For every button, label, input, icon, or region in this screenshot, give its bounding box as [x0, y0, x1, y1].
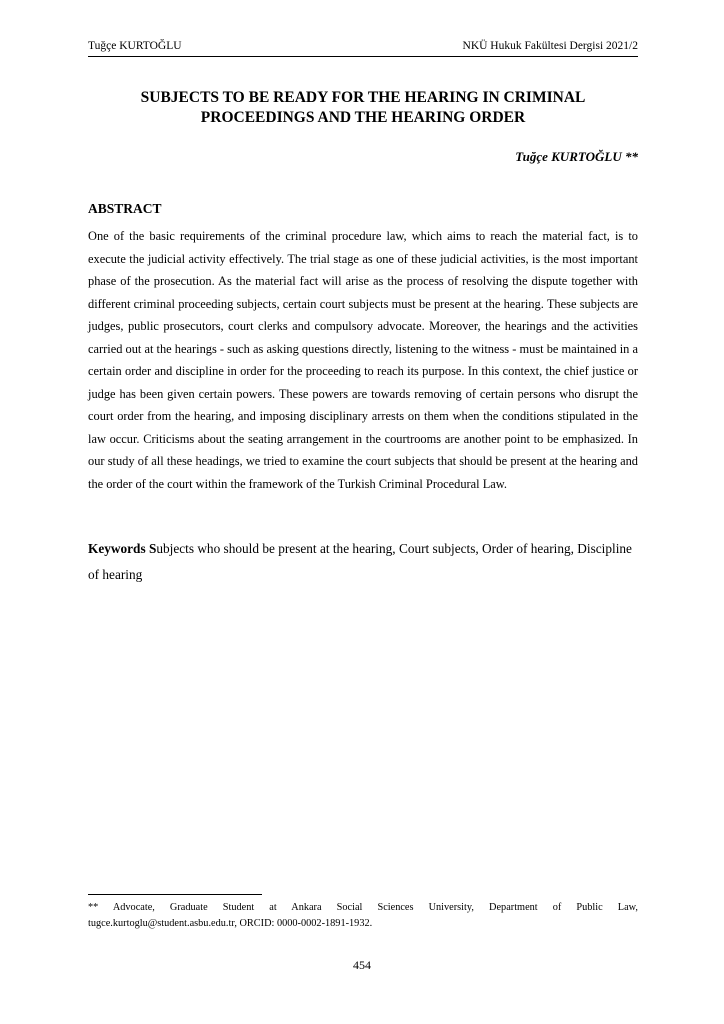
page-number: 454: [353, 958, 371, 972]
keywords-label: Keywords S: [88, 541, 157, 556]
keywords-text: ubjects who should be present at the hearing, Court subjects, Order of hearing, Discipline of hearing: [88, 541, 632, 582]
header-author: Tuğçe KURTOĞLU: [88, 40, 182, 52]
footnote-divider: [88, 894, 262, 895]
abstract-heading: ABSTRACT: [88, 201, 162, 216]
abstract-text: One of the basic requirements of the criminal procedure law, which aims to reach the material fact, is to execute the judicial activity effectively. The trial stage as one of these judicial activities, is the most important phase of the prosecution. As the material fact will arise as the process of resolving the dispute together with different criminal proceeding subjects, certain court subjects must be present at the hearing. These subjects are judges, public prosecutors, court clerks and compulsory advocate. Moreover, the hearings and the activities carried out at the hearings - such as asking questions directly, listening to the witness - must be maintained in a certain order and discipline in order for the proceeding to reach its purpose. In this context, the chief justice or judge has been given certain powers. These powers are towards removing of certain persons who disrupt the court order from the hearing, and imposing disciplinary arrests on them when the conditions stipulated in the law occur. Criticisms about the seating arrangement in the courtrooms are another point to be emphasized. In our study of all these headings, we tried to examine the court subjects that should be present at the hearing and the order of the court within the framework of the Turkish Criminal Procedural Law.: [88, 229, 638, 491]
running-header: [88, 38, 638, 57]
footnote: ** Advocate, Graduate Student at Ankara Social Sciences University, Department of Public Law, tugce.kurtoglu@student.asbu.edu.tr, ORCID: 0000-0002-1891-1932.: [88, 902, 638, 929]
article-author: Tuğçe KURTOĞLU **: [515, 149, 638, 164]
article-title: SUBJECTS TO BE READY FOR THE HEARING IN CRIMINAL PROCEEDINGS AND THE HEARING ORDER: [140, 89, 586, 126]
header-journal: NKÜ Hukuk Fakültesi Dergisi 2021/2: [462, 40, 638, 52]
keywords: [88, 536, 638, 588]
